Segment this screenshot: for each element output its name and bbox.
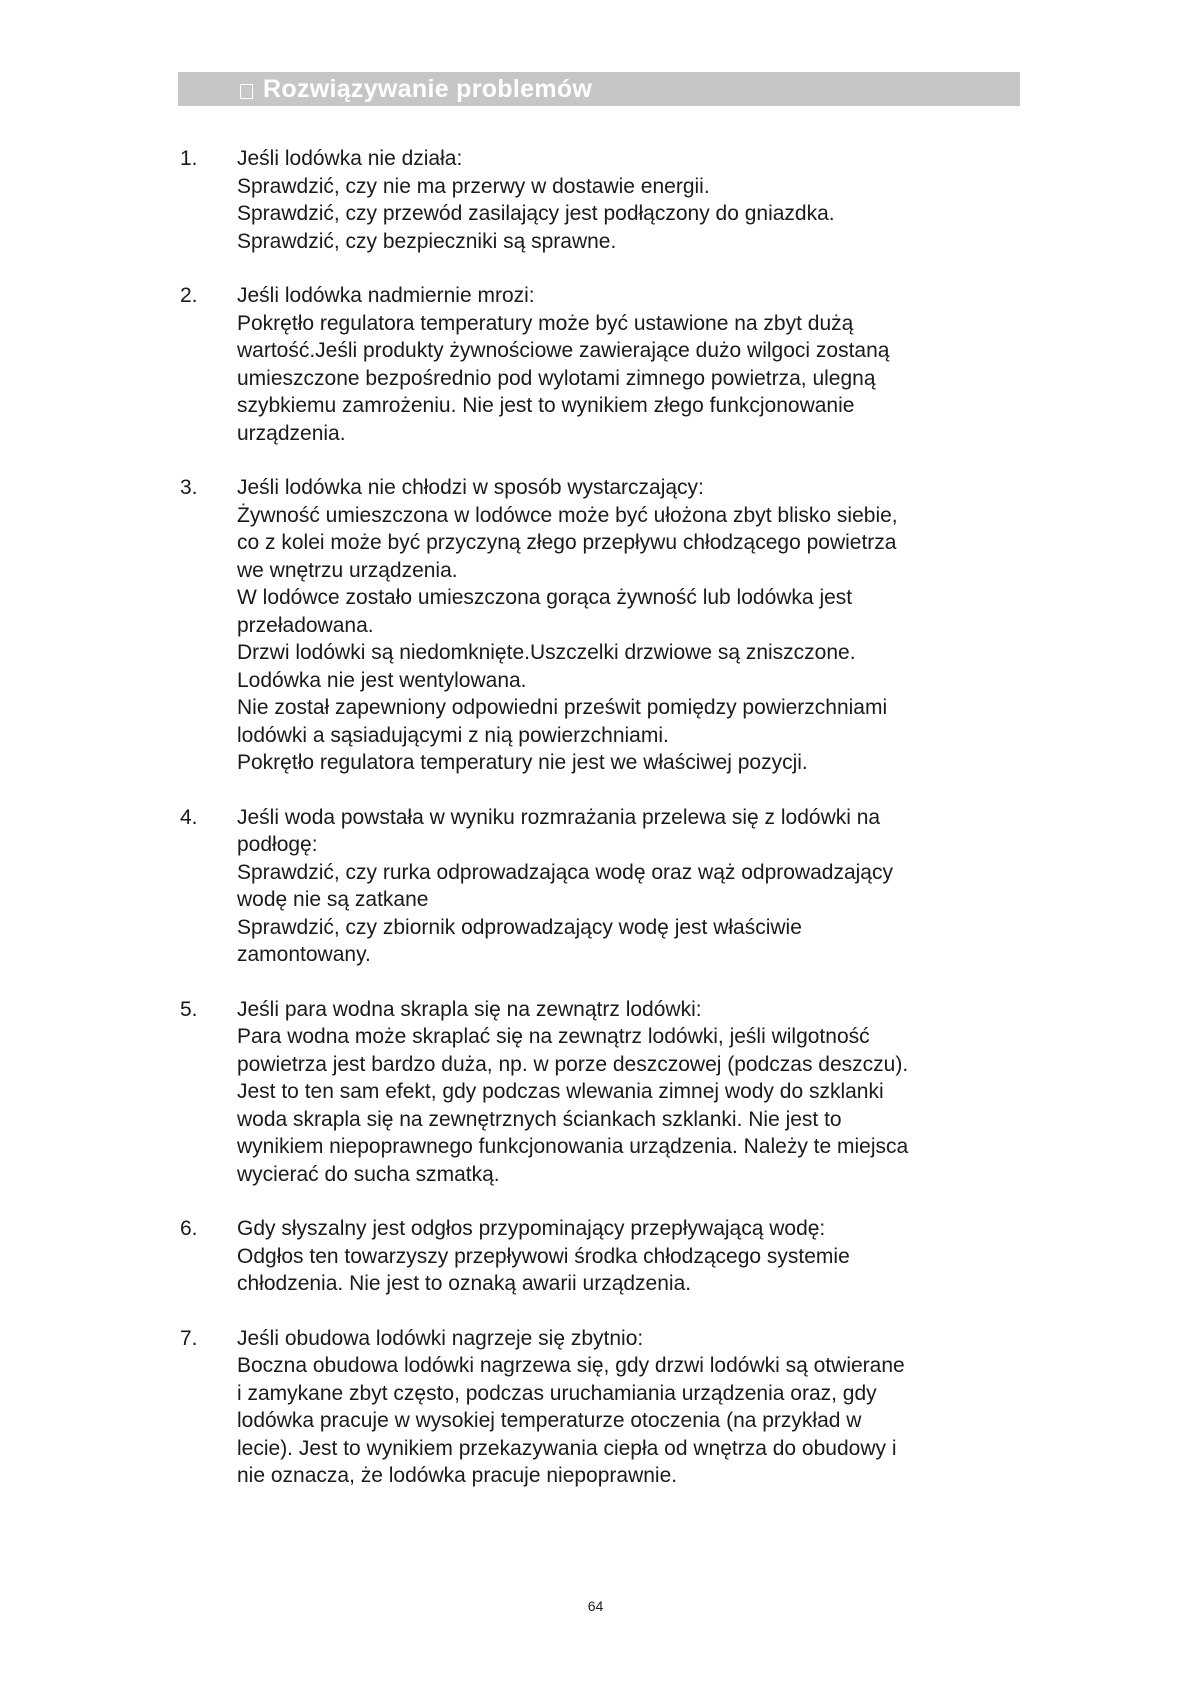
section-header [178,72,1020,106]
problem-line: Odgłos ten towarzyszy przepływowi środka chłodzącego systemie [237,1244,850,1268]
problem-line: Sprawdzić, czy bezpieczniki są sprawne. [237,229,617,253]
problem-line: podłogę: [237,833,318,856]
problem-line: szybkiemu zamrożeniu. Nie jest to wynikiem złego funkcjonowanie [237,394,855,417]
problem-line: woda skrapla się na zewnętrznych ściankach szklanki. Nie jest to [237,1107,842,1131]
problem-line: wodę nie są zatkane [237,888,429,911]
problem-heading: Jeśli obudowa lodówki nagrzeje się zbytnio: [237,1326,644,1350]
problem-number: 1. [180,147,198,170]
problem-text [237,282,1020,447]
problem-line: Lodówka nie jest wentylowana. [237,668,527,692]
problem-heading: Gdy słyszalny jest odgłos przypominający przepływającą wodę: [237,1217,826,1240]
problem-line: zamontowany. [237,943,371,966]
problem-line: we wnętrzu urządzenia. [237,558,458,582]
problem-text [237,1215,1020,1298]
problem-line: wartość.Jeśli produkty żywnościowe zawierające dużo wilgoci zostaną [237,339,890,362]
problem-item [180,1325,1020,1490]
problem-line: Sprawdzić, czy zbiornik odprowadzający wodę jest właściwie [237,915,802,939]
problem-item [180,145,1020,255]
problem-line: umieszczone bezpośrednio pod wylotami zimnego powietrza, ulegną [237,366,876,390]
problem-line: powietrza jest bardzo duża, np. w porze deszczowej (podczas deszczu). [237,1052,909,1076]
problem-text [237,1325,1020,1490]
problem-line: lecie). Jest to wynikiem przekazywania ciepła od wnętrza do obudowy i [237,1436,897,1460]
problem-line: Nie został zapewniony odpowiedni prześwit pomiędzy powierzchniami [237,696,888,719]
problem-line: lodówka pracuje w wysokiej temperaturze otoczenia (na przykład w [237,1409,862,1432]
problem-line: nie oznacza, że lodówka pracuje niepoprawnie. [237,1464,678,1487]
problem-heading: Jeśli para wodna skrapla się na zewnątrz lodówki: [237,997,702,1021]
problem-line: wycierać do sucha szmatką. [237,1162,500,1186]
problem-line: Sprawdzić, czy nie ma przerwy w dostawie energii. [237,174,710,198]
problem-line: Pokrętło regulatora temperatury nie jest we właściwej pozycji. [237,751,808,774]
problem-number: 7. [180,1326,198,1350]
problem-text [237,474,1020,777]
section-title: Rozwiązywanie problemów [263,74,593,103]
problem-line: chłodzenia. Nie jest to oznaką awarii urządzenia. [237,1272,692,1295]
problem-line: Jest to ten sam efekt, gdy podczas wlewania zimnej wody do szklanki [237,1080,884,1103]
problem-line: W lodówce zostało umieszczona gorąca żywność lub lodówka jest [237,586,853,609]
problem-line: Para wodna może skraplać się na zewnątrz lodówki, jeśli wilgotność [237,1025,870,1048]
problem-line: lodówki a sąsiadującymi z nią powierzchniami. [237,723,669,747]
square-bullet-icon [240,84,253,99]
problem-item [180,474,1020,777]
problem-heading: Jeśli lodówka nie chłodzi w sposób wystarczający: [237,476,704,499]
problem-text [237,145,1020,255]
troubleshooting-list [180,145,1020,1517]
problem-line: wynikiem niepoprawnego funkcjonowania urządzenia. Należy te miejsca [237,1135,909,1158]
problem-item [180,996,1020,1189]
problem-heading: Jeśli lodówka nie działa: [237,147,463,170]
problem-item [180,1215,1020,1298]
problem-number: 6. [180,1217,198,1240]
problem-line: Sprawdzić, czy przewód zasilający jest podłączony do gniazdka. [237,202,835,225]
problem-line: urządzenia. [237,421,346,445]
problem-heading: Jeśli woda powstała w wyniku rozmrażania przelewa się z lodówki na [237,805,881,829]
problem-line: Boczna obudowa lodówki nagrzewa się, gdy drzwi lodówki są otwierane [237,1354,905,1377]
problem-number: 3. [180,476,198,499]
problem-item [180,282,1020,447]
problem-line: przeładowana. [237,613,374,637]
problem-text [237,804,1020,969]
problem-line: co z kolei może być przyczyną złego przepływu chłodzącego powietrza [237,531,897,554]
problem-number: 5. [180,997,198,1021]
problem-line: Drzwi lodówki są niedomknięte.Uszczelki drzwiowe są zniszczone. [237,641,856,664]
problem-item [180,804,1020,969]
problem-text [237,996,1020,1189]
problem-number: 4. [180,805,198,829]
problem-heading: Jeśli lodówka nadmiernie mrozi: [237,284,535,307]
problem-line: Żywność umieszczona w lodówce może być ułożona zbyt blisko siebie, [237,503,898,527]
problem-line: Pokrętło regulatora temperatury może być ustawione na zbyt dużą [237,311,854,335]
problem-line: Sprawdzić, czy rurka odprowadzająca wodę oraz wąż odprowadzający [237,860,893,884]
problem-line: i zamykane zbyt często, podczas uruchamiania urządzenia oraz, gdy [237,1381,877,1405]
problem-number: 2. [180,284,198,307]
page-number: 64 [587,1598,604,1614]
